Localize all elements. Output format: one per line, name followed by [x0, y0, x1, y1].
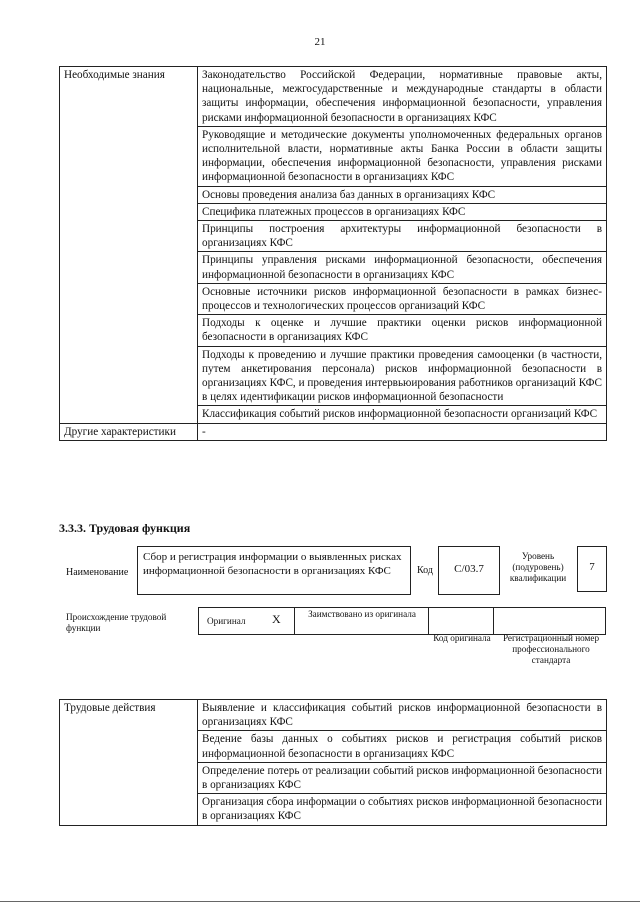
bottom-rule [0, 901, 640, 902]
knowledge-item: Принципы построения архитектуры информационной безопасности в организациях КФС [198, 221, 607, 252]
code-label: Код [417, 565, 433, 576]
action-item: Выявление и классификация событий рисков информационной безопасности в организациях КФС [198, 700, 607, 731]
original-code-box [428, 607, 494, 635]
actions-label: Трудовые действия [60, 700, 198, 826]
knowledge-item: Руководящие и методические документы уполномоченных федеральных органов исполнительной власти, нормативные акты Банка России в области защиты информации, обеспечения информационной безопасности, управления рисками информационной безопасности в организациях КФС [198, 126, 607, 186]
action-item: Ведение базы данных о событиях рисков и регистрация событий рисков информационной безопасности в организациях КФС [198, 731, 607, 762]
function-name-label: Наименование [66, 567, 129, 578]
level-label: Уровень (подуровень) квалификации [509, 551, 567, 583]
level-value: 7 [589, 561, 595, 573]
knowledge-item: Основы проведения анализа баз данных в организациях КФС [198, 186, 607, 203]
knowledge-item: Классификация событий рисков информационной безопасности организаций КФС [198, 406, 607, 423]
original-label: Оригинал [207, 616, 246, 626]
other-value: - [198, 423, 607, 440]
code-caption: Код оригинала [433, 633, 491, 643]
action-item: Организация сбора информации о событиях рисков информационной безопасности в организациях КФС [198, 794, 607, 825]
knowledge-label: Необходимые знания [60, 67, 198, 424]
actions-table [59, 699, 607, 826]
code-value: C/03.7 [454, 563, 484, 575]
action-item: Определение потерь от реализации событий рисков информационной безопасности в организациях КФС [198, 762, 607, 793]
reg-number-box [493, 607, 606, 635]
knowledge-item: Подходы к оценке и лучшие практики оценки рисков информационной безопасности в организациях КФС [198, 315, 607, 346]
origin-label: Происхождение трудовой функции [66, 612, 167, 633]
knowledge-item: Законодательство Российской Федерации, нормативные правовые акты, национальные, межгосударственные и международные стандарты в области защиты информации, обеспечения информационной безопасности, управления рисками информационной безопасности в организациях КФС [198, 67, 607, 127]
borrowed-label: Заимствовано из оригинала [308, 609, 416, 619]
knowledge-item: Основные источники рисков информационной безопасности в рамках бизнес-процессов и технологических процессов организаций КФС [198, 283, 607, 314]
section-title: 3.3.3. Трудовая функция [59, 521, 191, 535]
knowledge-item: Принципы управления рисками информационной безопасности, обеспечения информационной безопасности в организациях КФС [198, 252, 607, 283]
knowledge-table [59, 66, 607, 441]
function-name-value: Сбор и регистрация информации о выявленных рисках информационной безопасности в организациях КФС [143, 551, 402, 577]
original-mark: X [272, 612, 281, 626]
knowledge-item: Подходы к проведению и лучшие практики проведения самооценки (в частности, путем анкетирования персонала) рисков информационной безопасности в организациях КФС, и проведения интервьюирования работников организаций КФС в целях идентификации рисков информационной безопасности [198, 346, 607, 406]
other-label: Другие характеристики [60, 423, 198, 440]
reg-caption: Регистрационный номер профессионального стандарта [502, 633, 600, 665]
page-number: 21 [314, 36, 326, 48]
knowledge-item: Специфика платежных процессов в организациях КФС [198, 203, 607, 220]
